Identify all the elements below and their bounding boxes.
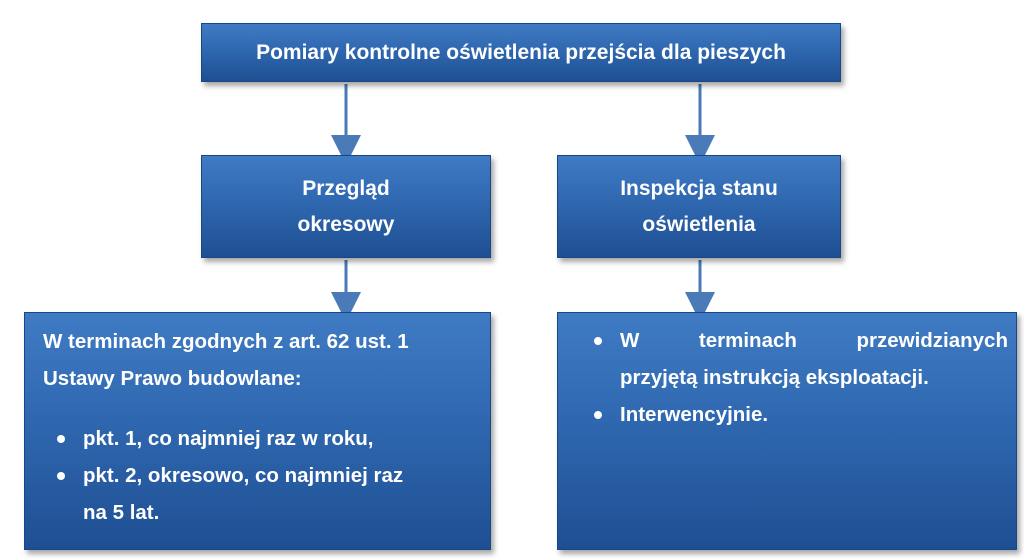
list-item xyxy=(580,396,1008,433)
bullet-icon xyxy=(594,337,602,345)
word: przewidzianych xyxy=(856,329,1008,352)
word: W xyxy=(620,329,640,352)
detail-periodic-intro-line1: W terminach zgodnych z art. 62 ust. 1 xyxy=(43,330,409,353)
list-item-text-line2: przyjętą instrukcją eksploatacji. xyxy=(620,366,929,389)
node-lighting-inspection-line2: oświetlenia xyxy=(642,212,756,236)
list-item-text: Interwencyjnie. xyxy=(620,403,769,426)
detail-periodic-review xyxy=(24,312,491,550)
detail-lighting-inspection xyxy=(557,312,1017,550)
node-periodic-review xyxy=(201,155,491,258)
bullet-icon xyxy=(57,435,65,443)
list-item-text-line1 xyxy=(620,322,1008,359)
list-item xyxy=(43,457,473,531)
root-node xyxy=(201,23,841,82)
root-node-title: Pomiary kontrolne oświetlenia przejścia dla pieszych xyxy=(256,40,786,64)
word: terminach xyxy=(698,329,797,352)
list-item-text-line2: na 5 lat. xyxy=(83,501,160,524)
detail-periodic-intro-line2: Ustawy Prawo budowlane: xyxy=(43,367,302,390)
node-periodic-review-line1: Przegląd xyxy=(302,176,390,200)
list-item-text-line1: pkt. 2, okresowo, co najmniej raz xyxy=(83,464,404,487)
detail-periodic-bullets xyxy=(43,420,473,531)
detail-periodic-intro xyxy=(43,323,483,397)
node-lighting-inspection xyxy=(557,155,841,258)
bullet-icon xyxy=(57,472,65,480)
bullet-icon xyxy=(594,411,602,419)
node-periodic-review-line2: okresowy xyxy=(297,212,395,236)
list-item-text: pkt. 1, co najmniej raz w roku, xyxy=(83,427,374,450)
node-lighting-inspection-line1: Inspekcja stanu xyxy=(620,176,778,200)
list-item xyxy=(43,420,473,457)
detail-inspection-bullets xyxy=(580,322,1008,433)
list-item xyxy=(580,322,1008,396)
